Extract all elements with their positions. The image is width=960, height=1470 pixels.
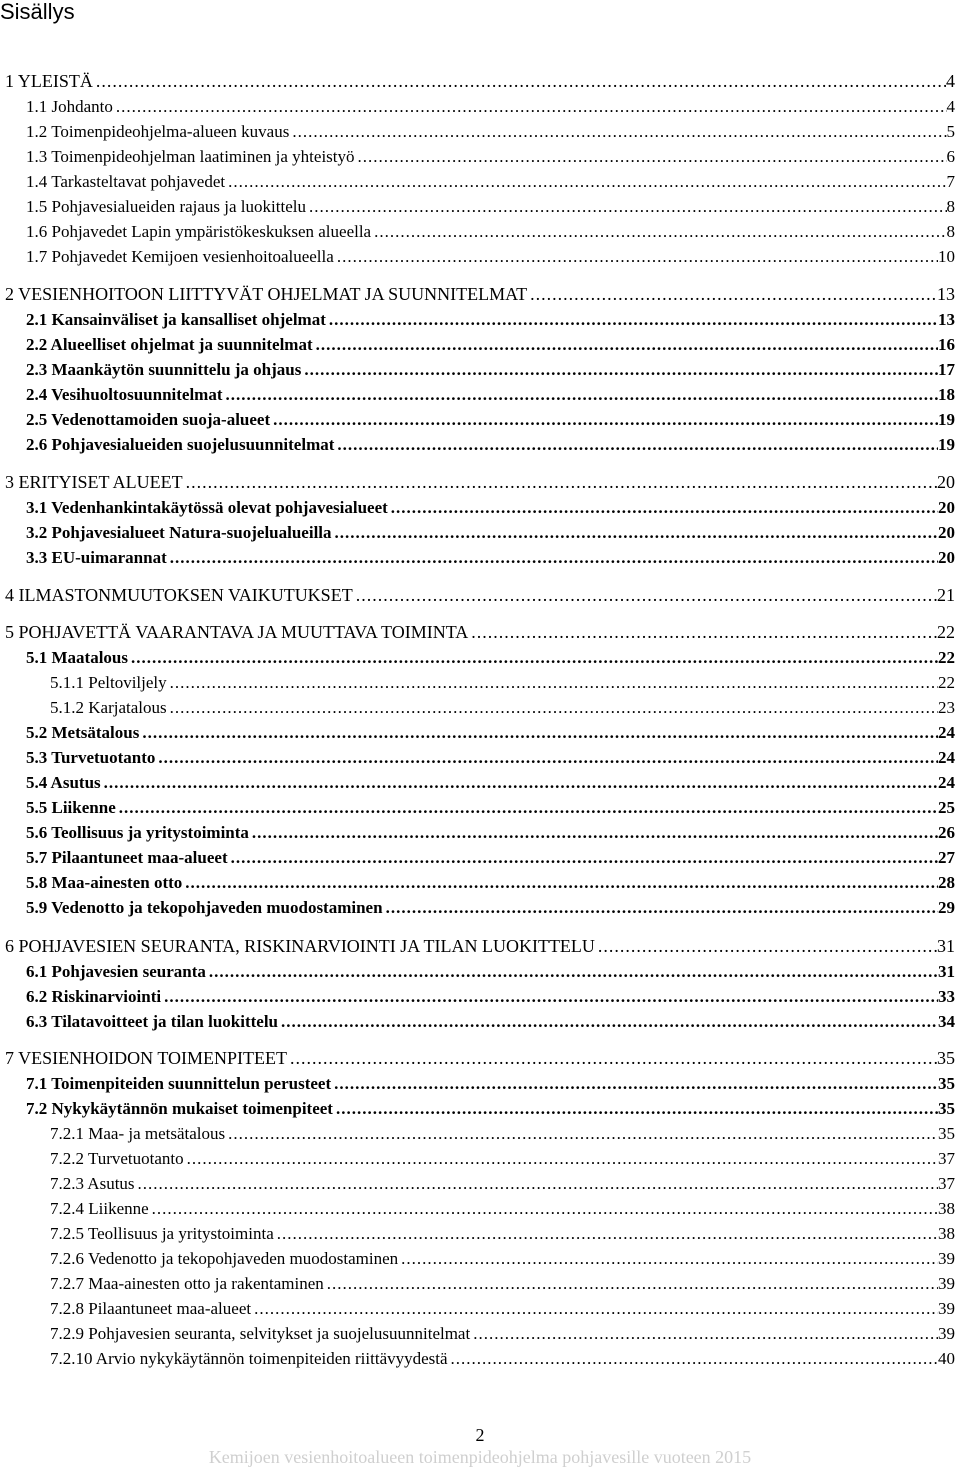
toc-entry-page: 21 xyxy=(937,585,955,605)
toc-entry-page: 34 xyxy=(938,1012,955,1031)
toc-entry-title: 5.4 Asutus xyxy=(26,773,101,792)
toc-leader-dots xyxy=(290,122,946,142)
toc-entry-title: 1.1 Johdanto xyxy=(26,97,113,116)
toc-leader-dots xyxy=(471,1324,938,1344)
toc-entry[interactable] xyxy=(26,496,955,518)
toc-entry[interactable] xyxy=(26,433,955,455)
toc-leader-dots xyxy=(399,1249,938,1269)
toc-leader-dots xyxy=(168,698,938,718)
toc-leader-dots xyxy=(334,1099,938,1119)
toc-leader-dots xyxy=(528,284,937,305)
toc-entry-page: 20 xyxy=(938,498,955,517)
toc-entry[interactable] xyxy=(50,1297,955,1319)
toc-entry[interactable] xyxy=(26,1072,955,1094)
toc-entry[interactable] xyxy=(26,120,955,142)
toc-entry[interactable] xyxy=(26,796,955,818)
toc-entry-title: 6.1 Pohjavesien seuranta xyxy=(26,962,206,981)
toc-leader-dots xyxy=(156,748,938,768)
toc-entry-page: 16 xyxy=(938,335,955,354)
toc-entry-title: 5.5 Liikenne xyxy=(26,798,116,817)
toc-entry-page: 25 xyxy=(938,798,955,817)
toc-entry-title: 7.2.6 Vedenotto ja tekopohjaveden muodostaminen xyxy=(50,1249,399,1268)
toc-entry-title: 3.1 Vedenhankintakäytössä olevat pohjavesialueet xyxy=(26,498,388,517)
toc-entry-title: 6.3 Tilatavoitteet ja tilan luokittelu xyxy=(26,1012,279,1031)
toc-entry-page: 6 xyxy=(946,147,955,166)
toc-entry[interactable] xyxy=(26,871,955,893)
toc-entry-page: 38 xyxy=(938,1224,955,1243)
toc-entry[interactable] xyxy=(26,646,955,668)
toc-entry-page: 13 xyxy=(937,284,955,304)
toc-entry-title: 2.4 Vesihuoltosuunnitelmat xyxy=(26,385,223,404)
toc-leader-dots xyxy=(226,1124,938,1144)
toc-entry-title: 5.3 Turvetuotanto xyxy=(26,748,156,767)
toc-entry[interactable] xyxy=(5,584,955,606)
toc-entry-title: 2.6 Pohjavesialueiden suojelusuunnitelmat xyxy=(26,435,335,454)
toc-leader-dots xyxy=(335,435,938,455)
toc-leader-dots xyxy=(224,385,939,405)
toc-entry[interactable] xyxy=(50,696,955,718)
toc-entry-title: 7.2.3 Asutus xyxy=(50,1174,135,1193)
toc-entry-page: 8 xyxy=(946,197,955,216)
toc-entry-title: 5 POHJAVETTÄ VAARANTAVA JA MUUTTAVA TOIMINTA xyxy=(5,622,469,642)
toc-entry-title: 6.2 Riskinarviointi xyxy=(26,987,162,1006)
toc-entry-page: 19 xyxy=(938,410,955,429)
toc-entry-title: 7.1 Toimenpiteiden suunnittelun perusteet xyxy=(26,1074,332,1093)
toc-entry[interactable] xyxy=(26,358,955,380)
toc-entry-title: 5.6 Teollisuus ja yritystoiminta xyxy=(26,823,249,842)
toc-leader-dots xyxy=(279,1012,938,1032)
toc-entry-page: 35 xyxy=(938,1124,955,1143)
toc-leader-dots xyxy=(102,773,938,793)
toc-leader-dots xyxy=(384,898,938,918)
toc-leader-dots xyxy=(183,873,938,893)
toc-leader-dots xyxy=(596,936,937,957)
toc-entry-page: 39 xyxy=(938,1249,955,1268)
toc-entry-page: 13 xyxy=(938,310,955,329)
toc-entry[interactable] xyxy=(5,1047,955,1069)
toc-entry-page: 23 xyxy=(938,698,955,717)
toc-entry-title: 5.2 Metsätalous xyxy=(26,723,140,742)
toc-entry-page: 22 xyxy=(937,622,955,642)
toc-entry-title: 1.6 Pohjavedet Lapin ympäristökeskuksen alueella xyxy=(26,222,372,241)
toc-entry-page: 8 xyxy=(946,222,955,241)
toc-leader-dots xyxy=(372,222,946,242)
toc-entry-page: 20 xyxy=(938,548,955,567)
toc-leader-dots xyxy=(229,848,938,868)
toc-entry-title: 7.2.8 Pilaantuneet maa-alueet xyxy=(50,1299,252,1318)
toc-entry-page: 7 xyxy=(946,172,955,191)
toc-entry[interactable] xyxy=(26,220,955,242)
toc-entry-page: 4 xyxy=(946,71,955,91)
toc-entry-page: 37 xyxy=(938,1149,955,1168)
toc-entry[interactable] xyxy=(5,471,955,493)
toc-entry[interactable] xyxy=(50,1122,955,1144)
toc-entry-title: 3.2 Pohjavesialueet Natura-suojelualueilla xyxy=(26,523,332,542)
toc-entry[interactable] xyxy=(26,383,955,405)
toc-entry-page: 10 xyxy=(938,247,955,266)
toc-entry[interactable] xyxy=(26,771,955,793)
toc-leader-dots xyxy=(449,1349,938,1369)
toc-leader-dots xyxy=(226,172,946,192)
toc-entry[interactable] xyxy=(5,621,955,643)
toc-entry[interactable] xyxy=(50,1322,955,1344)
toc-entry[interactable] xyxy=(50,671,955,693)
toc-entry[interactable] xyxy=(26,960,955,982)
toc-entry-page: 24 xyxy=(938,723,955,742)
toc-entry-page: 22 xyxy=(938,673,955,692)
toc-entry[interactable] xyxy=(26,1010,955,1032)
toc-leader-dots xyxy=(94,71,946,92)
toc-leader-dots xyxy=(389,498,938,518)
toc-leader-dots xyxy=(168,548,938,568)
toc-entry-title: 7.2 Nykykäytännön mukaiset toimenpiteet xyxy=(26,1099,333,1118)
toc-entry[interactable] xyxy=(26,408,955,430)
toc-entry-page: 18 xyxy=(938,385,955,404)
toc-entry[interactable] xyxy=(26,985,955,1007)
toc-leader-dots xyxy=(117,798,938,818)
toc-leader-dots xyxy=(136,1174,938,1194)
toc-entry-page: 31 xyxy=(938,962,955,981)
toc-leader-dots xyxy=(335,247,938,267)
toc-entry-title: 7.2.1 Maa- ja metsätalous xyxy=(50,1124,226,1143)
toc-entry-page: 37 xyxy=(938,1174,955,1193)
toc-leader-dots xyxy=(168,673,938,693)
toc-leader-dots xyxy=(327,310,938,330)
toc-leader-dots xyxy=(150,1199,938,1219)
toc-entry[interactable] xyxy=(26,521,955,543)
toc-entry-title: 1.3 Toimenpideohjelman laatiminen ja yhteistyö xyxy=(26,147,355,166)
toc-entry-page: 39 xyxy=(938,1299,955,1318)
toc-leader-dots xyxy=(129,648,938,668)
toc-entry-title: 6 POHJAVESIEN SEURANTA, RISKINARVIOINTI JA TILAN LUOKITTELU xyxy=(5,936,595,956)
toc-entry-page: 39 xyxy=(938,1324,955,1343)
toc-entry-page: 35 xyxy=(937,1048,955,1068)
toc-entry-title: 1.4 Tarkasteltavat pohjavedet xyxy=(26,172,226,191)
toc-entry-title: 3 ERITYISET ALUEET xyxy=(5,472,183,492)
toc-entry[interactable] xyxy=(50,1197,955,1219)
toc-entry[interactable] xyxy=(26,1097,955,1119)
toc-entry-title: 7.2.4 Liikenne xyxy=(50,1199,149,1218)
toc-entry[interactable] xyxy=(50,1222,955,1244)
toc-entry[interactable] xyxy=(26,846,955,868)
toc-entry[interactable] xyxy=(26,245,955,267)
toc-entry-title: 7.2.9 Pohjavesien seuranta, selvitykset ja suojelusuunnitelmat xyxy=(50,1324,471,1343)
toc-entry[interactable] xyxy=(50,1247,955,1269)
toc-entry-title: 4 ILMASTONMUUTOKSEN VAIKUTUKSET xyxy=(5,585,353,605)
toc-entry-title: 7.2.2 Turvetuotanto xyxy=(50,1149,184,1168)
toc-leader-dots xyxy=(185,1149,938,1169)
toc-leader-dots xyxy=(469,622,937,643)
toc-leader-dots xyxy=(356,147,947,167)
toc-entry-page: 27 xyxy=(938,848,955,867)
toc-leader-dots xyxy=(325,1274,938,1294)
toc-leader-dots xyxy=(162,987,938,1007)
toc-entry-page: 20 xyxy=(937,472,955,492)
toc-entry-title: 7 VESIENHOIDON TOIMENPITEET xyxy=(5,1048,287,1068)
page-number: 2 xyxy=(475,1425,485,1445)
page-footer: Kemijoen vesienhoitoalueen toimenpideohjelma pohjavesille vuoteen 2015 xyxy=(208,1447,752,1467)
toc-entry-title: 2.2 Alueelliset ohjelmat ja suunnitelmat xyxy=(26,335,313,354)
toc-entry[interactable] xyxy=(26,546,955,568)
toc-entry[interactable] xyxy=(26,170,955,192)
toc-leader-dots xyxy=(252,1299,938,1319)
toc-entry[interactable] xyxy=(26,721,955,743)
toc-entry-title: 5.1.2 Karjatalous xyxy=(50,698,167,717)
toc-entry[interactable] xyxy=(5,283,955,305)
toc-entry-title: 5.8 Maa-ainesten otto xyxy=(26,873,183,892)
toc-entry-title: 2.5 Vedenottamoiden suoja-alueet xyxy=(26,410,271,429)
toc-entry-page: 39 xyxy=(938,1274,955,1293)
toc-entry[interactable] xyxy=(5,935,955,957)
toc-entry-title: 2.3 Maankäytön suunnittelu ja ohjaus xyxy=(26,360,302,379)
toc-leader-dots xyxy=(307,197,947,217)
toc-entry-page: 17 xyxy=(938,360,955,379)
toc-entry-page: 35 xyxy=(938,1074,955,1093)
toc-entry-page: 33 xyxy=(938,987,955,1006)
toc-entry[interactable] xyxy=(50,1272,955,1294)
toc-entry-page: 35 xyxy=(938,1099,955,1118)
toc-entry[interactable] xyxy=(50,1347,955,1369)
toc-leader-dots xyxy=(114,97,947,117)
toc-entry[interactable] xyxy=(26,95,955,117)
toc-leader-dots xyxy=(354,585,937,606)
toc-leader-dots xyxy=(250,823,938,843)
toc-entry-title: 5.7 Pilaantuneet maa-alueet xyxy=(26,848,228,867)
toc-entry[interactable] xyxy=(50,1147,955,1169)
toc-entry-page: 29 xyxy=(938,898,955,917)
toc-entry-title: 1.2 Toimenpideohjelma-alueen kuvaus xyxy=(26,122,290,141)
toc-entry[interactable] xyxy=(26,333,955,355)
toc-leader-dots xyxy=(333,523,938,543)
toc-leader-dots xyxy=(302,360,938,380)
toc-entry[interactable] xyxy=(5,70,955,92)
toc-entry[interactable] xyxy=(26,821,955,843)
toc-leader-dots xyxy=(207,962,938,982)
toc-entry-page: 19 xyxy=(938,435,955,454)
toc-entry-page: 24 xyxy=(938,748,955,767)
toc-entry-title: 1 YLEISTÄ xyxy=(5,71,93,91)
toc-entry-title: 7.2.10 Arvio nykykäytännön toimenpiteiden riittävyydestä xyxy=(50,1349,448,1368)
toc-entry[interactable] xyxy=(26,896,955,918)
toc-entry-page: 31 xyxy=(937,936,955,956)
toc-leader-dots xyxy=(271,410,938,430)
toc-entry-title: 1.7 Pohjavedet Kemijoen vesienhoitoalueella xyxy=(26,247,334,266)
toc-entry[interactable] xyxy=(26,746,955,768)
toc-entry-title: 7.2.7 Maa-ainesten otto ja rakentaminen xyxy=(50,1274,324,1293)
toc-entry[interactable] xyxy=(26,308,955,330)
toc-entry-title: 2.1 Kansainväliset ja kansalliset ohjelmat xyxy=(26,310,326,329)
toc-entry-title: 5.1 Maatalous xyxy=(26,648,128,667)
toc-entry-page: 24 xyxy=(938,773,955,792)
toc-leader-dots xyxy=(288,1048,937,1069)
toc-entry-page: 5 xyxy=(946,122,955,141)
toc-leader-dots xyxy=(184,472,937,493)
toc-leader-dots xyxy=(332,1074,938,1094)
toc-entry-title: 5.1.1 Peltoviljely xyxy=(50,673,167,692)
toc-entry[interactable] xyxy=(26,145,955,167)
toc-leader-dots xyxy=(314,335,938,355)
toc-entry[interactable] xyxy=(50,1172,955,1194)
toc-entry-page: 4 xyxy=(946,97,955,116)
toc-entry-page: 22 xyxy=(938,648,955,667)
toc-entry-page: 40 xyxy=(938,1349,955,1368)
page-title: Sisällys xyxy=(0,0,75,24)
toc-entry-page: 20 xyxy=(938,523,955,542)
toc-entry-title: 7.2.5 Teollisuus ja yritystoiminta xyxy=(50,1224,274,1243)
toc-entry-title: 1.5 Pohjavesialueiden rajaus ja luokittelu xyxy=(26,197,306,216)
toc-entry-page: 26 xyxy=(938,823,955,842)
toc-leader-dots xyxy=(275,1224,938,1244)
toc-entry-title: 3.3 EU-uimarannat xyxy=(26,548,167,567)
toc-entry-title: 5.9 Vedenotto ja tekopohjaveden muodostaminen xyxy=(26,898,383,917)
toc-leader-dots xyxy=(140,723,938,743)
toc-entry-page: 38 xyxy=(938,1199,955,1218)
toc-entry[interactable] xyxy=(26,195,955,217)
toc-entry-page: 28 xyxy=(938,873,955,892)
toc-entry-title: 2 VESIENHOITOON LIITTYVÄT OHJELMAT JA SUUNNITELMAT xyxy=(5,284,528,304)
